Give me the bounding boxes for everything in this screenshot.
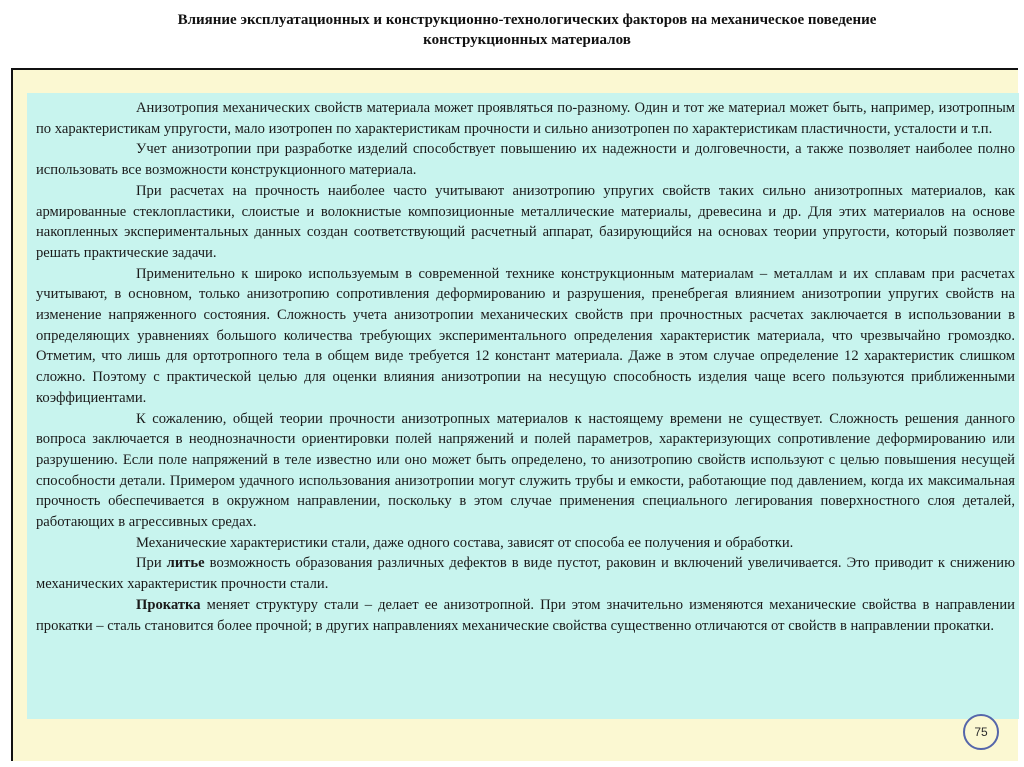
rolling-text: меняет структуру стали – делает ее анизотропной. При этом значительно изменяются механические свойства в направлении прокатки – сталь становится более прочной; в других направлениях механические свойства существенно отличаются от свойств в направлении прокатки. <box>36 596 1015 634</box>
casting-text: возможность образования различных дефектов в виде пустот, раковин и включений увеличивается. Это приводит к снижению механических характеристик прочности стали. <box>36 555 1016 593</box>
paragraph-metals-alloys: Применительно к широко используемым в современной технике конструкционным материалам – металлам и их сплавам при расчетах учитывают, в основном, только анизотропию сопротивления деформированию и разрушения, пренебрегая влиянием анизотропии упругих свойств на изменение напряженного состояния. Сложность учета анизотропии механических свойств при прочностных расчетах заключается в использовании в определяющих уравнениях большого количества требующих экспериментального определения характеристик материала, что чрезвычайно громоздко. Отметим, что лишь для ортотропного тела в общем виде требуется 12 констант материала. Даже в этом случае определение 12 характеристик слишком сложно. Поэтому с практической целью для оценки влияния анизотропии на несущую способность изделия чаще всего пользуются приближенными коэффициентами. <box>36 265 1015 406</box>
rolling-term: Прокатка <box>136 596 201 613</box>
paragraph-anisotropy-intro: Анизотропия механических свойств материала может проявляться по-разному. Один и тот же материал может быть, например, изотропным по характеристикам упругости, мало изотропен по характеристикам прочности и сильно анизотропен по характеристикам пластичности, усталости и т.п. <box>36 100 1015 137</box>
text-panel <box>27 93 1019 719</box>
paragraph-casting <box>36 553 1015 594</box>
paragraph-strength-calculations: При расчетах на прочность наиболее часто учитывают анизотропию упругих свойств таких сильно анизотропных материалов, как армированные стеклопластики, слоистые и волокнистые композиционные металлические материалы, древесина и др. Для этих материалов на основе накопленных экспериментальных данных создан соответствующий расчетный аппарат, базирующийся на основах теории упругости, который позволяет решать практические задачи. <box>36 182 1015 261</box>
casting-term: литье <box>166 555 205 572</box>
casting-prefix: При <box>136 555 167 572</box>
paragraph-anisotropy-design: Учет анизотропии при разработке изделий способствует повышению их надежности и долговечности, а также позволяет наиболее полно использовать все возможности конструкционного материала. <box>36 141 1015 179</box>
paragraph-strength-theory: К сожалению, общей теории прочности анизотропных материалов к настоящему времени не существует. Сложность решения данного вопроса заключается в неоднозначности ориентировки полей напряжений и полей параметров, характеризующих сопротивление деформированию или разрушению. Если поле напряжений в теле известно или оно может быть определено, то анизотропию свойств используют с целью повышения несущей способности детали. Примером удачного использования анизотропии могут служить трубы и емкости, работающие под давлением, когда их максимальная прочность обеспечивается в окружном направлении, поскольку в этом случае применения специального легирования поверхностного слоя деталей, работающих в агрессивных средах. <box>36 410 1015 531</box>
slide-title <box>0 10 1024 50</box>
paragraph-rolling <box>36 595 1015 636</box>
page-number: 75 <box>974 725 988 739</box>
page-number-badge <box>963 714 999 750</box>
paragraph-steel-properties: Механические характеристики стали, даже одного состава, зависят от способа ее получения и обработки. <box>136 534 794 551</box>
slide-title-line-2: конструкционных материалов <box>423 32 631 48</box>
slide-title-line-1: Влияние эксплуатационных и конструкционно-технологических факторов на механическое поведение <box>177 12 877 28</box>
